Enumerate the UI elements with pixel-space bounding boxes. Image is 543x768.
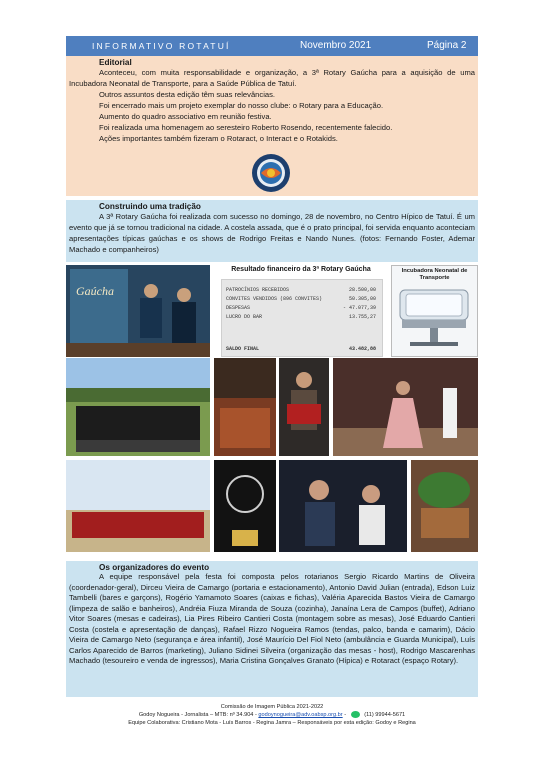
plant-photo — [411, 460, 478, 552]
footer-phone: (11) 99944-5671 — [364, 712, 406, 718]
accordion-player-photo — [279, 358, 329, 456]
editorial-paragraph: Aconteceu, com muita responsabilidade e organização, a 3ª Rotary Gaúcha para a aquisição de uma Incubadora Neonatal de Transporte, para a Saúde Pública de Tatuí. — [69, 68, 475, 88]
financial-result — [215, 265, 387, 357]
incubator-photo — [391, 265, 478, 357]
whatsapp-icon — [351, 711, 360, 718]
rotatui-logo — [251, 153, 291, 193]
financial-row-label: CONVITES VENDIDOS (896 CONVITES) — [226, 296, 323, 302]
group-photo-2 — [66, 460, 210, 552]
incubator-caption: Incubadora Neonatal de Transporte — [401, 268, 468, 281]
financial-row-value: 28.500,00 — [348, 287, 376, 293]
singer-photo — [279, 460, 407, 552]
financial-row-value: 50.305,00 — [348, 296, 376, 302]
barbecue-photo — [214, 358, 276, 456]
event-poster-photo — [66, 265, 210, 357]
dance-photo — [333, 358, 478, 456]
footer-line1: Comissão de Imagem Pública 2021-2022 — [220, 704, 324, 710]
financial-total-label: SALDO FINAL — [226, 346, 260, 352]
poster-brand-text: Gaúcha — [76, 284, 114, 298]
financial-row-label: DESPESAS — [226, 305, 251, 311]
financial-row-value: - 47.077,39 — [342, 305, 376, 311]
incubator-illustration — [392, 284, 477, 356]
tradicao-title: Construindo uma tradição — [99, 202, 201, 211]
footer-separator: - — [344, 712, 347, 718]
editorial-paragraph: Foi encerrado mais um projeto exemplar do nosso clube: o Rotary para a Educação. — [99, 101, 384, 110]
editorial-paragraph: Outros assuntos desta edição têm suas relevâncias. — [99, 90, 276, 99]
financial-row-value: 13.755,27 — [348, 314, 376, 320]
page-number: Página 2 — [427, 40, 467, 51]
financial-title: Resultado financeiro da 3ª Rotary Gaúcha — [231, 266, 371, 273]
financial-total-value: 43.482,88 — [348, 346, 376, 352]
editorial-paragraph: Foi realizada uma homenagem ao seresteiro Roberto Rosendo, recentemente falecido. — [99, 123, 393, 132]
footer-journalist: Godoy Nogueira - Jornalista – MTB: nº 34.904 - — [138, 712, 257, 718]
stage-photo — [214, 460, 276, 552]
financial-row-label: PATROCÍNIOS RECEBIDOS — [226, 287, 290, 293]
group-photo-1 — [66, 358, 210, 456]
issue-month: Novembro 2021 — [300, 40, 372, 51]
organizadores-title: Os organizadores do evento — [99, 563, 210, 572]
newsletter-name: INFORMATIVO ROTATUÍ — [92, 41, 231, 51]
editorial-section — [69, 58, 475, 144]
tradicao-section — [69, 202, 475, 255]
organizadores-section — [69, 563, 475, 667]
footer-line3: Equipe Colaborativa: Cristiano Mota - Luís Barros - Regina Jamra – Responsáveis por esta edição: Godoy e Regina — [128, 720, 416, 726]
footer-email-link[interactable]: godoynogueira@adv.oabsp.org.br — [258, 712, 343, 718]
financial-table — [221, 279, 383, 357]
financial-row-label: LUCRO DO BAR — [226, 314, 263, 320]
footer-line2 — [66, 711, 478, 719]
footer — [66, 703, 478, 727]
editorial-paragraph: Ações importantes também fizeram o Rotaract, o Interact e o Rotakids. — [99, 134, 338, 143]
editorial-title: Editorial — [99, 58, 132, 67]
organizadores-text: A equipe responsável pela festa foi composta pelos rotarianos Sergio Ricardo Martins de Oliveira (coordenador-geral), Dirceu Vieira de Camargo (portaria e estacionamento), Antonio David Julian (entrada), Edson Luiz Tambelli (bares e garçons), Rogério Yamamoto Soares (caixas e fichas), Valéria Aparecida Bastos Vieira de Camargo (limpeza de salão e banheiros), Andréia Fiuza Miranda de Souza (cozinha), Janaína Lera de Campos (buffet), Adriano Vitor Soares (mesas e cadeiras), Lia Pires Ribeiro Cantieri Costa (montagem sobre as mesas), José Eduardo Cantieri Costa (costela e apresentação de danças), Rafael Rizzo Nogueira Ramos (tendas, palco, banda e camarim), Dácio Vieira de Camargo Neto (segurança e área infantil), José Maurício Del Fiol Neto (ambulância e Guarda Municipal), Luís Carlos Aparecido de Barros (marketing), Juliano Sidinei Silveira (organização das mesas - host), Rodrigo Mascarenhas Machado (tesoureiro e venda de ingressos), Maria Cristina Gonçalves Granato (Hípica) e Rotaract (espaço Rotary). — [69, 572, 475, 665]
header-bar — [66, 36, 478, 56]
editorial-paragraph: Aumento do quadro associativo em reunião festiva. — [99, 112, 272, 121]
tradicao-text: A 3ª Rotary Gaúcha foi realizada com sucesso no domingo, 28 de novembro, no Centro Hípico de Tatuí. É um evento que já se tornou tradicional na cidade. A costela assada, que é o prato principal, foi servida enquanto aconteciam apresentações típicas gaúchas e os shows de Rodrigo Freitas e Nando Nunes. (fotos: Fernando Foster, Ademar Machado e companheiros) — [69, 212, 475, 254]
